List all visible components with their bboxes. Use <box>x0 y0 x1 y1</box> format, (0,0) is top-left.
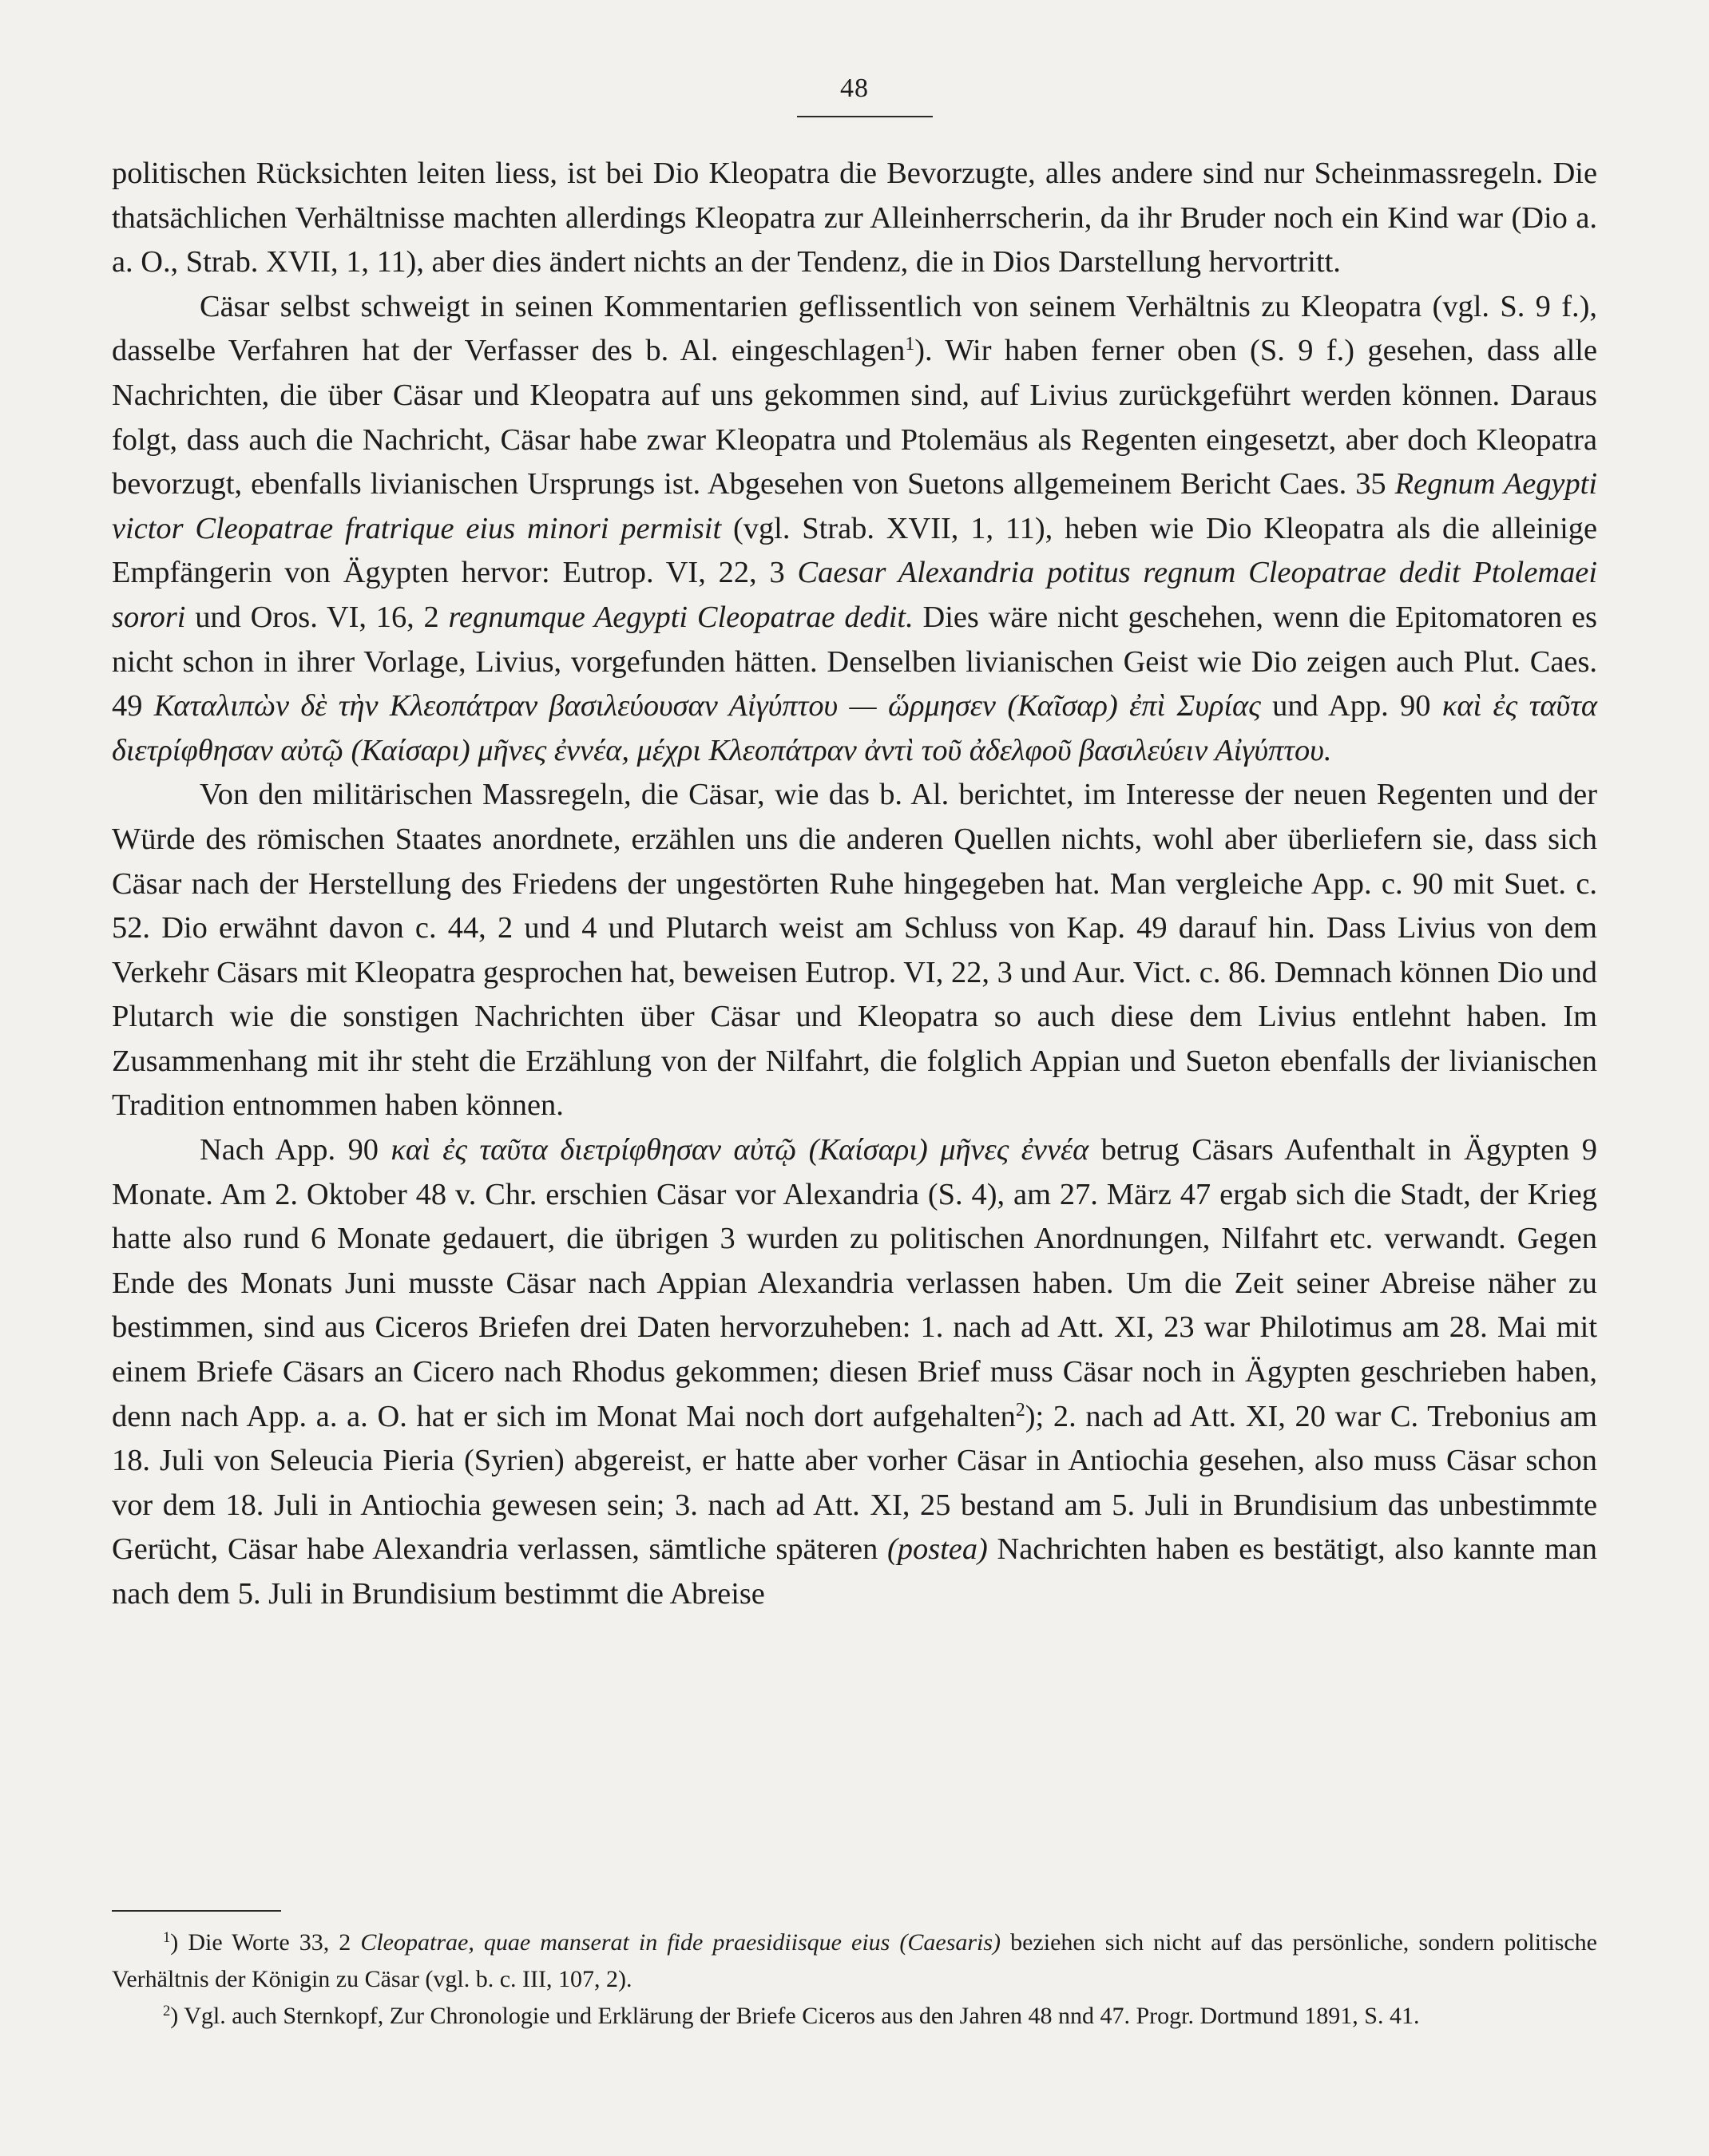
paragraph-2-text-1: Cäsar selbst schweigt in seinen Kommentarien geflissentlich von seinem Verhältnis zu Kleopatra (vgl. S. 9 f.), dasselbe Verfahren hat der Verfasser des b. Al. eingeschlagen <box>112 289 1597 368</box>
page-header <box>0 73 1709 104</box>
paragraph-1: politischen Rücksichten leiten liess, ist bei Dio Kleopatra die Bevorzugte, alles andere sind nur Scheinmassregeln. Die thatsächlichen Verhältnisse machten allerdings Kleopatra zur Alleinherrscherin, da ihr Bruder noch ein Kind war (Dio a. a. O., Strab. XVII, 1, 11), aber dies ändert nichts an der Tendenz, die in Dios Darstellung hervortritt. <box>112 157 1597 279</box>
footnote-1-quote: Cleopatrae, quae manserat in fide praesidiisque eius (Caesaris) <box>360 1929 1001 1956</box>
greek-quote-plutarch: Καταλιπὼν δὲ τὴν Κλεοπάτραν βασιλεύουσαν Αἰγύπτου — ὥρμησεν (Καῖσαρ) ἐπὶ Συρίας <box>153 689 1261 723</box>
latin-quote-suetonius: Regnum Aegypti victor Cleopatrae fratrique eius minori permisit <box>112 467 1597 545</box>
page-number-rule <box>797 116 933 117</box>
paragraph-4-text-1: Nach App. 90 <box>200 1133 391 1167</box>
footnote-rule <box>112 1910 281 1912</box>
latin-quote-eutropius: Caesar Alexandria potitus regnum Cleopatrae dedit Ptolemaei sorori <box>112 556 1597 634</box>
latin-word-postea: (postea) <box>887 1532 988 1567</box>
footnotes <box>112 1924 1597 2035</box>
footnote-1-text-1: ) Die Worte 33, 2 <box>170 1929 361 1956</box>
footnote-1-text-2: beziehen sich nicht auf das persönliche, sondern politische Verhältnis der Königin zu Cäsar (vgl. b. c. III, 107, 2). <box>112 1929 1597 1992</box>
greek-quote-appian: καὶ ἐς ταῦτα διετρίφθησαν αὐτῷ (Καίσαρι) μῆνες ἐννέα, μέχρι Κλεοπάτραν ἀντὶ τοῦ ἀδελφοῦ βασιλεύειν Αἰγύπτου. <box>112 689 1598 767</box>
paragraph-4-text-3: ); 2. nach ad Att. XI, 20 war C. Trebonius am 18. Juli von Seleucia Pieria (Syrien) abgereist, er hatte aber vorher Cäsar in Antiochia gesehen, also muss Cäsar schon vor dem 18. Juli in Antiochia gewesen sein; 3. nach ad Att. XI, 25 bestand am 5. Juli in Brundisium das unbestimmte Gerücht, Cäsar habe Alexandria verlassen, sämtliche späteren <box>112 1399 1597 1567</box>
paragraph-4-text-2: betrug Cäsars Aufenthalt in Ägypten 9 Monate. Am 2. Oktober 48 v. Chr. erschien Cäsar vor Alexandria (S. 4), am 27. März 47 ergab sich die Stadt, der Krieg hatte also rund 6 Monate gedauert, die übrigen 3 wurden zu politischen Anordnungen, Nilfahrt etc. verwandt. Gegen Ende des Monats Juni musste Cäsar nach Appian Alexandria verlassen haben. Um die Zeit seiner Abreise näher zu bestimmen, sind aus Ciceros Briefen drei Daten hervorzuheben: 1. nach ad Att. XI, 23 war Philotimus am 28. Mai mit einem Briefe Cäsars an Cicero nach Rhodus gekommen; diesen Brief muss Cäsar noch in Ägypten geschrieben haben, denn nach App. a. a. O. hat er sich im Monat Mai noch dort aufgehalten <box>112 1133 1597 1433</box>
latin-quote-orosius: regnumque Aegypti Cleopatrae dedit. <box>448 600 914 634</box>
paragraph-2-text-3: (vgl. Strab. XVII, 1, 11), heben wie Dio Kleopatra als die alleinige Empfängerin von Ägypten hervor: Eutrop. VI, 22, 3 <box>112 511 1597 590</box>
paragraph-4 <box>112 1128 1597 1617</box>
page-number: 48 <box>840 73 869 103</box>
footnote-2-text-1: ) Vgl. auch Sternkopf, Zur Chronologie und Erklärung der Briefe Ciceros aus den Jahren 48 nnd 47. Progr. Dortmund 1891, S. 41. <box>170 2003 1420 2029</box>
footnote-ref-1: 1 <box>905 334 915 355</box>
paragraph-4-text-4: Nachrichten haben es bestätigt, also kannte man nach dem 5. Juli in Brundisium bestimmt die Abreise <box>112 1532 1598 1611</box>
footnote-1 <box>112 1924 1597 1998</box>
paragraph-2-text-6: und App. 90 <box>1260 689 1442 723</box>
paragraph-3: Von den militärischen Massregeln, die Cäsar, wie das b. Al. berichtet, im Interesse der neuen Regenten und der Würde des römischen Staates anordnete, erzählen uns die anderen Quellen nichts, wohl aber überliefern sie, dass sich Cäsar nach der Herstellung des Friedens der ungestörten Ruhe hingegeben hat. Man vergleiche App. c. 90 mit Suet. c. 52. Dio erwähnt davon c. 44, 2 und 4 und Plutarch weist am Schluss von Kap. 49 darauf hin. Dass Livius von dem Verkehr Cäsars mit Kleopatra gesprochen hat, beweisen Eutrop. VI, 22, 3 und Aur. Vict. c. 86. Demnach können Dio und Plutarch wie die sonstigen Nachrichten über Cäsar und Kleopatra so auch diese dem Livius entlehnt haben. Im Zusammenhang mit ihr steht die Erzählung von der Nilfahrt, die folglich Appian und Sueton ebenfalls der livianischen Tradition entnommen haben können. <box>112 778 1597 1123</box>
paragraph-2-text-2: ). Wir haben ferner oben (S. 9 f.) gesehen, dass alle Nachrichten, die über Cäsar und Kleopatra auf uns gekommen sind, auf Livius zurückgeführt werden können. Daraus folgt, dass auch die Nachricht, Cäsar habe zwar Kleopatra und Ptolemäus als Regenten eingesetzt, aber doch Kleopatra bevorzugt, ebenfalls livianischen Ursprungs ist. Abgesehen von Suetons allgemeinem Bericht Caes. 35 <box>112 334 1597 501</box>
footnote-1-mark: 1 <box>163 1928 171 1946</box>
paragraph-2-text-5: Dies wäre nicht geschehen, wenn die Epitomatoren es nicht schon in ihrer Vorlage, Livius, vorgefunden hätten. Denselben livianischen Geist wie Dio zeigen auch Plut. Caes. 49 <box>112 600 1597 723</box>
footnote-2-mark: 2 <box>163 2002 171 2019</box>
greek-quote-appian-2: καὶ ἐς ταῦτα διετρίφθησαν αὐτῷ (Καίσαρι) μῆνες ἐννέα <box>391 1133 1089 1167</box>
paragraph-2-text-4: und Oros. VI, 16, 2 <box>185 600 449 634</box>
footnote-ref-2: 2 <box>1015 1399 1025 1421</box>
footnote-2 <box>112 1998 1597 2035</box>
main-text <box>112 152 1597 1617</box>
paragraph-2 <box>112 285 1597 774</box>
